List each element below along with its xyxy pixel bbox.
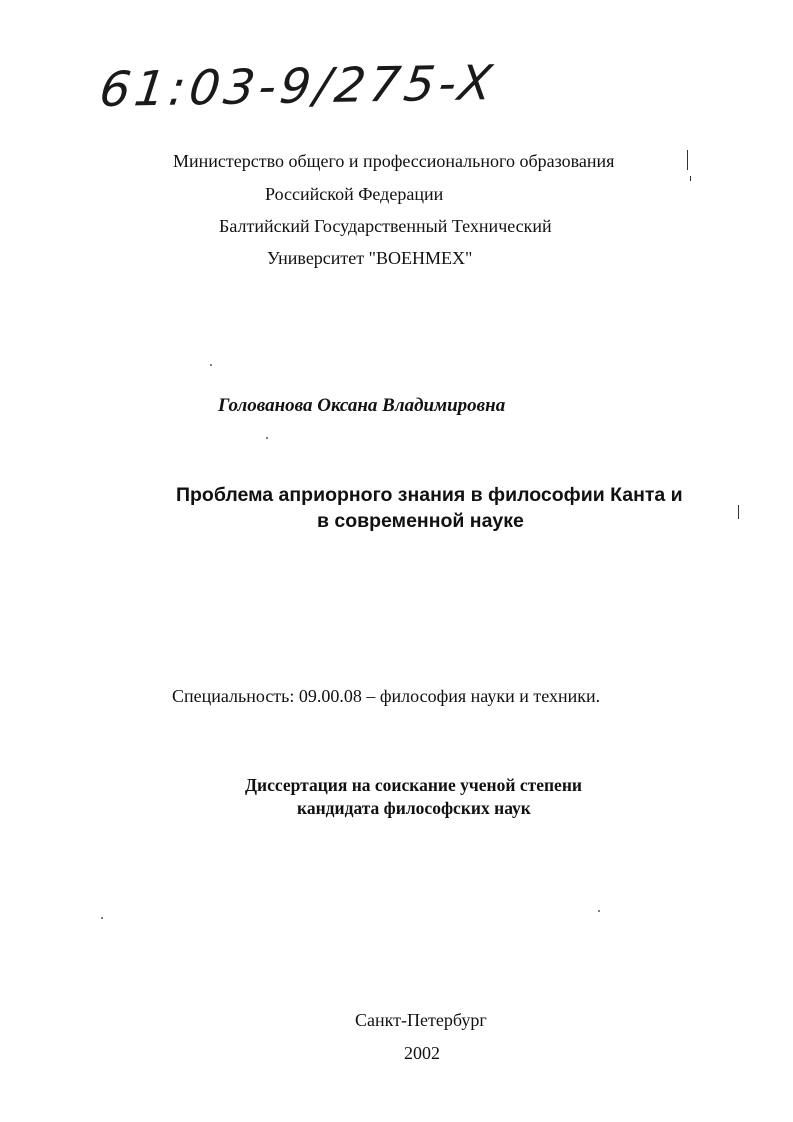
city: Санкт-Петербург [355,1010,487,1030]
year: 2002 [404,1043,440,1063]
scan-artifact-mark [690,176,691,181]
scan-artifact-dot [266,437,268,439]
scan-artifact-dot [210,364,212,366]
scan-artifact-dot [101,917,103,919]
handwritten-catalog-code: 61:03-9/275-X [96,55,499,118]
ministry-line: Министерство общего и профессионального образования [173,151,615,171]
scan-artifact-mark [738,505,739,519]
university-line-1: Балтийский Государственный Технический [219,216,552,236]
thesis-title-line-1: Проблема априорного знания в философии Канта и [176,484,683,506]
federation-line: Российской Федерации [265,184,444,204]
author-name: Голованова Оксана Владимировна [218,395,506,416]
university-line-2: Университет "ВОЕНМЕХ" [267,248,473,268]
dissertation-degree-line-1: Диссертация на соискание ученой степени [245,775,582,795]
specialty-line: Специальность: 09.00.08 – философия науки и техники. [172,686,601,706]
dissertation-degree-line-2: кандидата философских наук [297,798,531,818]
scan-artifact-mark [687,150,688,170]
scan-artifact-dot [598,910,600,912]
thesis-title-line-2: в современной науке [317,510,524,532]
